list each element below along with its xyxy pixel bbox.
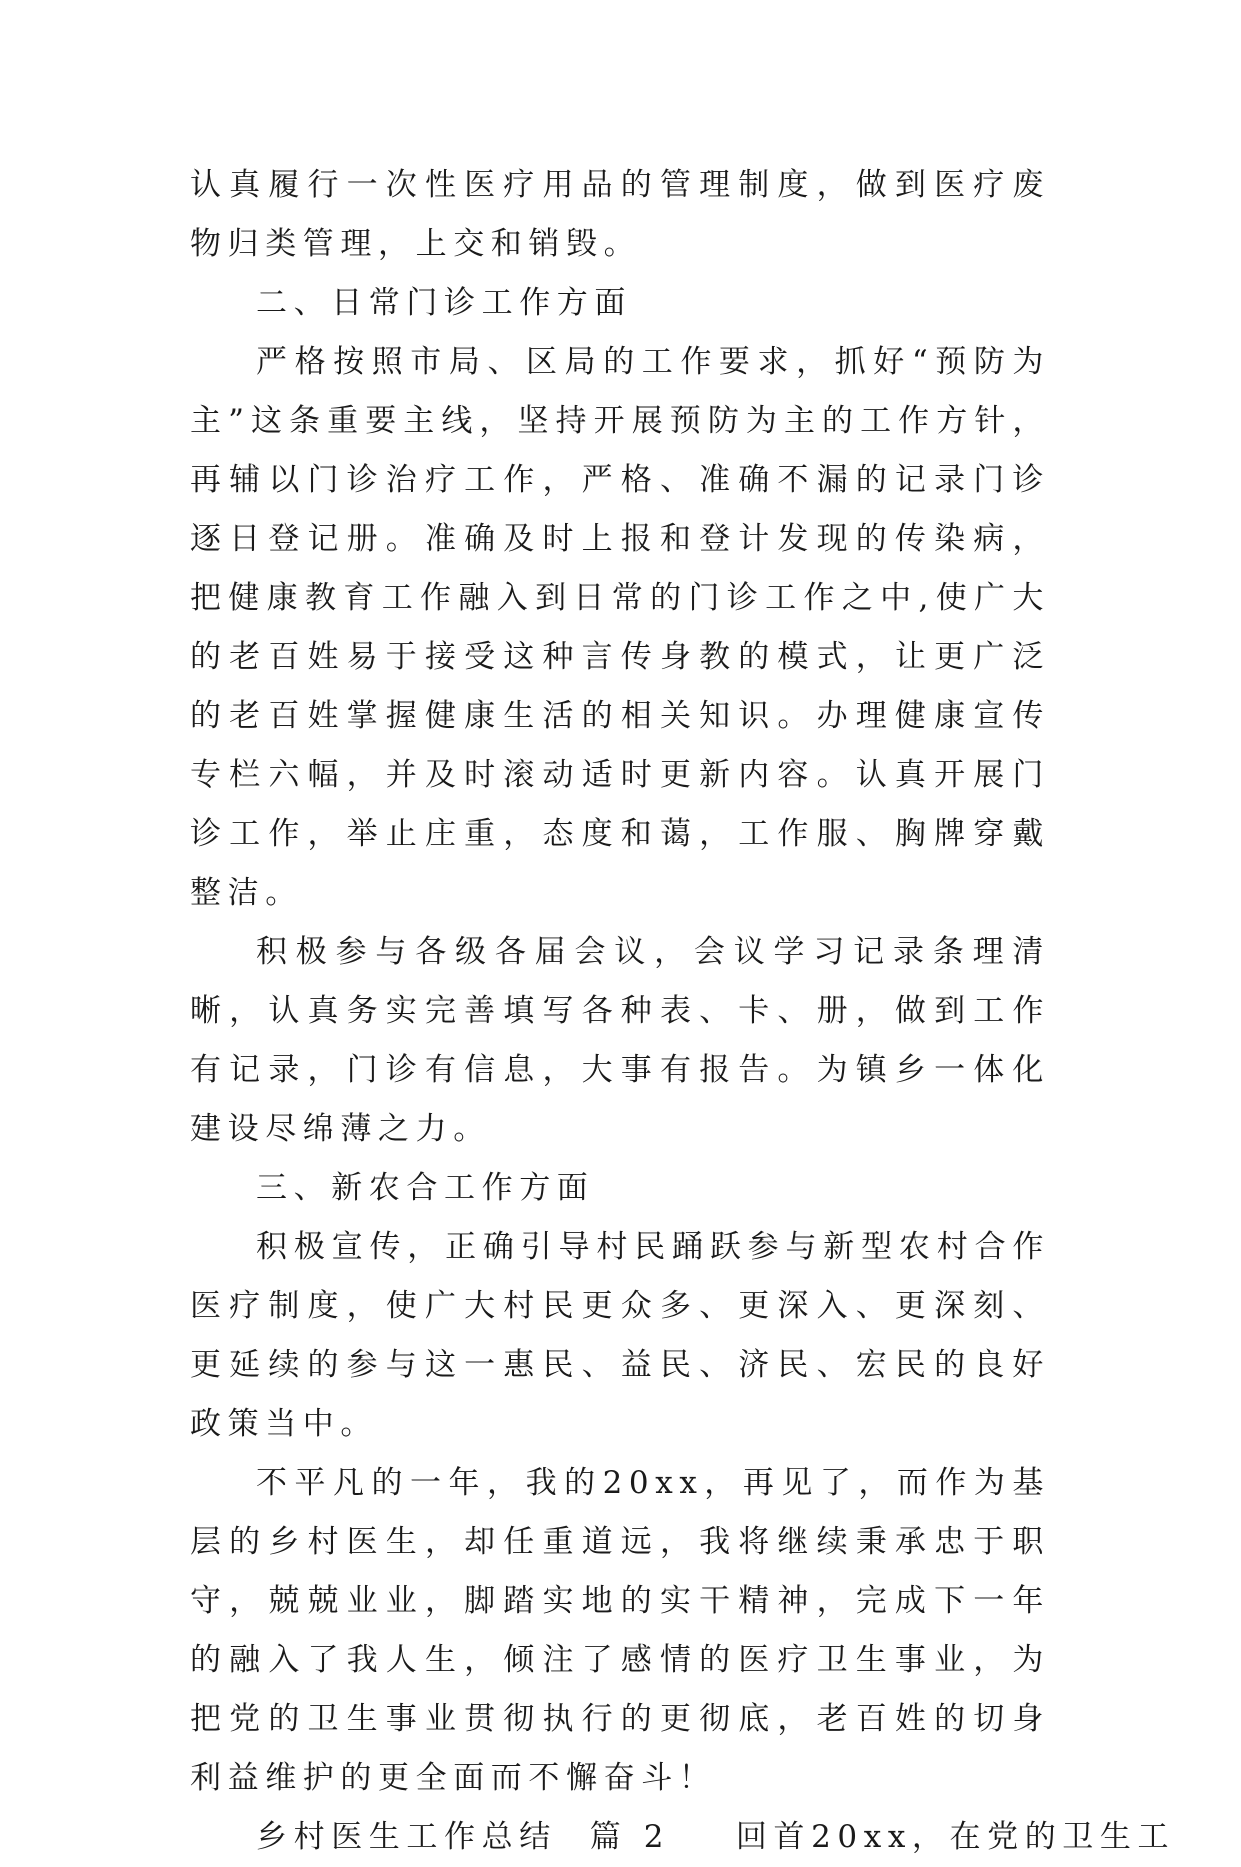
paragraph-waste-management: 认真履行一次性医疗用品的管理制度，做到医疗废物归类管理，上交和销毁。 xyxy=(190,167,1050,262)
section-heading-outpatient: 二、日常门诊工作方面 xyxy=(256,285,632,321)
paragraph-rural-cooperative: 积极宣传，正确引导村民踊跃参与新型农村合作医疗制度，使广大村民更众多、更深入、更深刻、更延续的参与这一惠民、益民、济民、宏民的良好政策当中。 xyxy=(190,1229,1050,1442)
section-heading-rural-cooperative: 三、新农合工作方面 xyxy=(256,1170,595,1206)
paragraph-outpatient-work: 严格按照市局、区局的工作要求，抓好“预防为主”这条重要主线，坚持开展预防为主的工作方针，再辅以门诊治疗工作，严格、准确不漏的记录门诊逐日登记册。准确及时上报和登计发现的传染病，把健康教育工作融入到日常的门诊工作之中,使广大的老百姓易于接受这种言传身教的模式，让更广泛的老百姓掌握健康生活的相关知识。办理健康宣传专栏六幅，并及时滚动适时更新内容。认真开展门诊工作，举止庄重，态度和蔼，工作服、胸牌穿戴整洁。 xyxy=(190,344,1050,911)
paragraph-article-2-start: 乡村医生工作总结 篇 2 回首20xx，在党的卫生工 xyxy=(256,1819,1176,1855)
document-body xyxy=(190,156,1176,1867)
paragraph-conclusion: 不平凡的一年，我的20xx，再见了，而作为基层的乡村医生，却任重道远，我将继续秉承忠于职守，兢兢业业，脚踏实地的实干精神，完成下一年的融入了我人生，倾注了感情的医疗卫生事业，为把党的卫生事业贯彻执行的更彻底，老百姓的切身利益维护的更全面而不懈奋斗！ xyxy=(190,1465,1050,1796)
paragraph-meetings: 积极参与各级各届会议，会议学习记录条理清晰，认真务实完善填写各种表、卡、册，做到工作有记录，门诊有信息，大事有报告。为镇乡一体化建设尽绵薄之力。 xyxy=(190,934,1050,1147)
